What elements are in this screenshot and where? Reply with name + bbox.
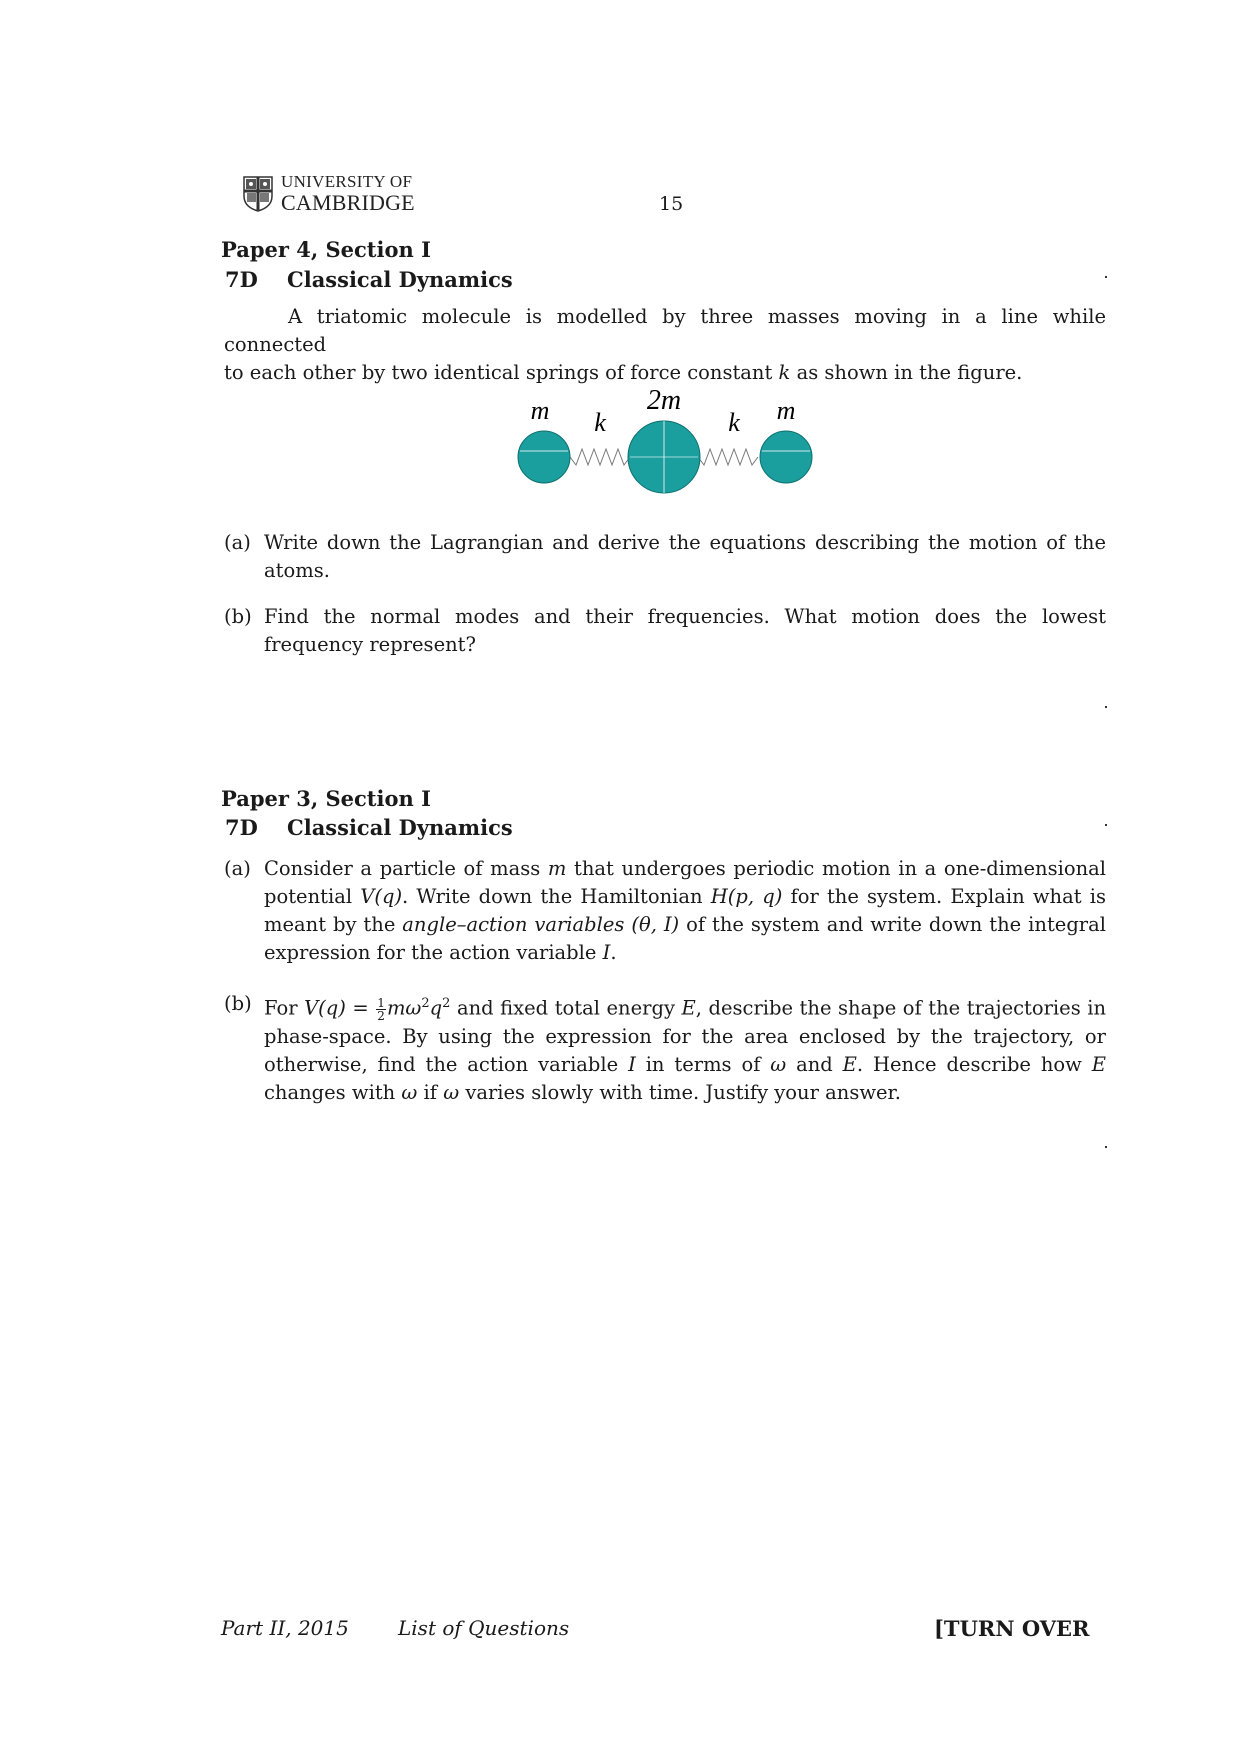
mass-left-ball: [518, 431, 570, 483]
q2-b-t5: and: [796, 1052, 833, 1076]
spring-right: [698, 449, 758, 465]
label-spring-left: k: [594, 408, 606, 437]
q2-a-angle: angle–action variables: [402, 913, 625, 936]
q2-part-a-text: [264, 855, 1106, 967]
label-mass-left: m: [530, 396, 550, 425]
q2-a-t2: that undergoes periodic motion in a one-dimensional potential: [264, 857, 1107, 908]
footer-part-year: Part II, 2015: [221, 1616, 349, 1640]
q2-section-heading: Paper 3, Section I: [221, 786, 431, 811]
margin-dot: [1105, 276, 1107, 278]
q2-b-t2: and fixed total energy: [456, 996, 675, 1020]
q1-part-b-text: Find the normal modes and their frequencies. What motion does the lowest frequency represent?: [264, 605, 1106, 656]
q2-b-t7: changes with: [264, 1080, 396, 1104]
university-name-line1: UNIVERSITY OF: [281, 172, 413, 191]
margin-dot: [1105, 706, 1107, 708]
q1-question-title: Classical Dynamics: [287, 267, 513, 292]
q2-b-w2: ω: [401, 1080, 418, 1104]
q2-b-expr: mω: [386, 996, 422, 1020]
q1-intro-text3: as shown in the figure.: [796, 361, 1023, 384]
spring-left: [570, 449, 630, 465]
label-mass-right: m: [776, 396, 796, 425]
q1-section-heading: Paper 4, Section I: [221, 237, 431, 262]
q2-b-num: 1: [377, 995, 385, 1010]
q2-b-den: 2: [377, 1008, 385, 1023]
q2-a-H: H(p, q): [710, 885, 783, 908]
footer-turn-over: [TURN OVER: [934, 1616, 1090, 1641]
q2-b-t1: For: [264, 996, 298, 1020]
label-mass-center: 2m: [646, 385, 682, 416]
q2-b-E3: E: [1091, 1052, 1106, 1076]
q2-b-q: q: [429, 996, 443, 1020]
q2-question-title: Classical Dynamics: [287, 815, 513, 840]
q1-part-a-text: Write down the Lagrangian and derive the equations describing the motion of the atoms.: [264, 531, 1106, 582]
q1-intro-line1: A triatomic molecule is modelled by three masses moving in a line while connected: [224, 305, 1106, 356]
q1-part-b-label: (b): [224, 605, 252, 628]
q2-a-V: V(q): [360, 885, 403, 908]
q2-b-t8: if: [423, 1080, 437, 1104]
margin-dot: [1105, 824, 1107, 826]
q2-b-E2: E: [842, 1052, 857, 1076]
q2-a-t4: for the system. Explain what is meant by the: [264, 885, 1106, 936]
q2-b-t4: in terms of: [645, 1052, 761, 1076]
q1-intro: [224, 303, 1106, 387]
q2-part-b-text: [264, 990, 1106, 1107]
q2-a-t3: . Write down the Hamiltonian: [402, 885, 703, 908]
q1-intro-line2: [224, 359, 1106, 387]
q2-a-thetaI: (θ, I): [631, 913, 680, 936]
q2-b-Vq: V(q): [304, 996, 346, 1020]
q2-b-half-fraction: [376, 997, 386, 1022]
q1-question-code: 7D: [225, 267, 258, 292]
q2-a-m: m: [547, 857, 567, 880]
footer-list-of-questions: List of Questions: [398, 1616, 570, 1640]
q2-b-t9: varies slowly with time. Justify your answer.: [465, 1080, 901, 1104]
mass-right-ball: [760, 431, 812, 483]
margin-dot: [1105, 1146, 1107, 1148]
q2-b-E1: E: [681, 996, 696, 1020]
q2-part-b: [224, 990, 1106, 1102]
q1-intro-k: k: [778, 361, 791, 384]
q2-b-w3: ω: [443, 1080, 460, 1104]
q2-b-sq1: 2: [421, 996, 430, 1011]
q1-part-b: [224, 603, 1106, 659]
q2-part-a-label: (a): [224, 857, 251, 880]
label-spring-right: k: [728, 408, 740, 437]
q2-b-eq: =: [352, 996, 369, 1020]
q2-b-t3: , describe the shape of the trajectories in phase-space. By using the expression for the area enclosed by the trajectory, or otherwise, find the action variable: [264, 996, 1107, 1076]
q2-a-I: I: [602, 941, 611, 964]
university-name-line2: CAMBRIDGE: [281, 190, 415, 215]
q1-intro-text2: to each other by two identical springs of force constant: [224, 361, 773, 384]
page-number: 15: [659, 193, 684, 215]
q2-a-t5: of the system and write down the integral expression for the action variable: [264, 913, 1106, 964]
q2-b-t6: . Hence describe how: [856, 1052, 1082, 1076]
q2-question-code: 7D: [225, 815, 258, 840]
q1-part-a-label: (a): [224, 531, 251, 554]
q2-b-w1: ω: [770, 1052, 787, 1076]
q2-a-end: .: [610, 941, 617, 964]
q2-b-I: I: [628, 1052, 636, 1076]
q2-b-sq2: 2: [442, 996, 451, 1011]
cambridge-crest-icon: [243, 176, 273, 212]
q1-part-a: [224, 529, 1106, 585]
q2-a-t1: Consider a particle of mass: [264, 857, 541, 880]
q2-part-a: [224, 855, 1106, 967]
q2-part-b-label: (b): [224, 992, 252, 1015]
triatomic-molecule-figure: [500, 385, 840, 500]
